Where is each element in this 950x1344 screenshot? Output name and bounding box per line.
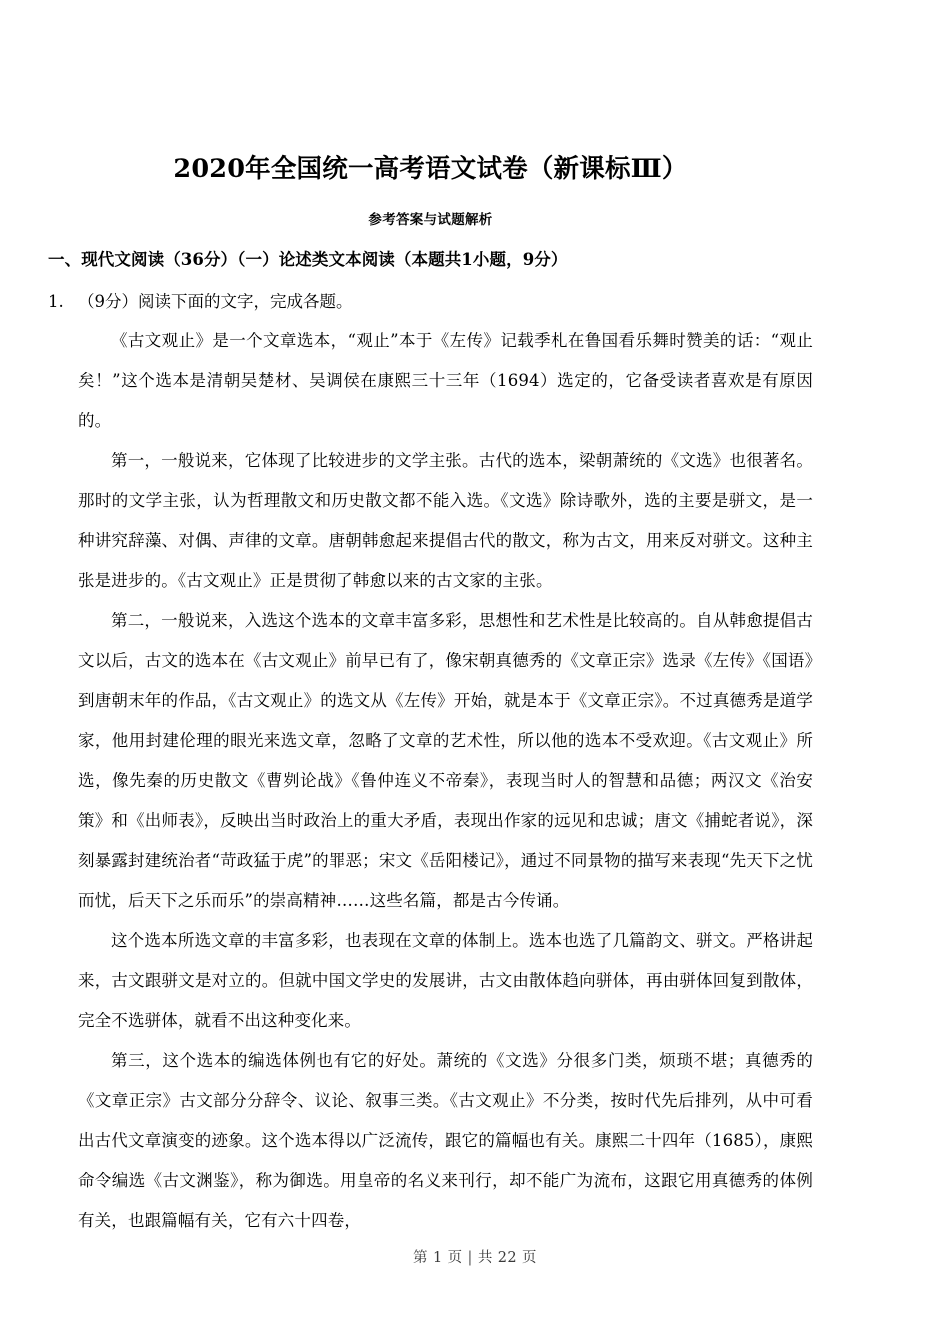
document-subtitle: 参考答案与试题解析 xyxy=(368,212,493,229)
passage-paragraph: 这个选本所选文章的丰富多彩，也表现在文章的体制上。选本也选了几篇韵文、骈文。严格讲起来，古文跟骈文是对立的。但就中国文学史的发展讲，古文由散体趋向骈体，再由骈体回复到散体，完全不选骈体，就看不出这种变化来。 xyxy=(78,930,813,1030)
passage-body xyxy=(48,315,813,1241)
footer-total-unit: 页 xyxy=(522,1250,537,1266)
question-1 xyxy=(48,273,813,315)
passage-paragraph: 《古文观止》是一个文章选本，“观止”本于《左传》记载季札在鲁国看乐舞时赞美的话：“观止矣！”这个选本是清朝吴楚材、吴调侯在康熙三十三年（1694）选定的，它备受读者喜欢是有原因的。 xyxy=(78,330,813,430)
footer-current-label: 第 xyxy=(413,1250,428,1266)
passage-paragraph: 第二，一般说来，入选这个选本的文章丰富多彩，思想性和艺术性是比较高的。自从韩愈提倡古文以后，古文的选本在《古文观止》前早已有了，像宋朝真德秀的《文章正宗》选录《左传》《国语》到唐朝末年的作品，《古文观止》的选文从《左传》开始，就是本于《文章正宗》。不过真德秀是道学家，他用封建伦理的眼光来选文章，忽略了文章的艺术性，所以他的选本不受欢迎。《古文观止》所选，像先秦的历史散文《曹刿论战》《鲁仲连义不帝秦》，表现当时人的智慧和品德；两汉文《治安策》和《出师表》，反映出当时政治上的重大矛盾，表现出作家的远见和忠诚；唐文《捕蛇者说》，深刻暴露封建统治者“苛政猛于虎”的罪恶；宋文《岳阳楼记》，通过不同景物的描写来表现“先天下之忧而忧，后天下之乐而乐”的崇高精神……这些名篇，都是古今传诵。 xyxy=(78,610,813,910)
section-heading: 一、现代文阅读（36分）（一）论述类文本阅读（本题共1小题，9分） xyxy=(48,250,568,270)
passage-paragraph: 第三，这个选本的编选体例也有它的好处。萧统的《文选》分很多门类，烦琐不堪；真德秀的《文章正宗》古文部分分辞令、议论、叙事三类。《古文观止》不分类，按时代先后排列，从中可看出古代文章演变的迹象。这个选本得以广泛流传，跟它的篇幅也有关。康熙二十四年（1685），康熙命令编选《古文渊鉴》，称为御选。用皇帝的名义来刊行，却不能广为流布，这跟它用真德秀的体例有关，也跟篇幅有关，它有六十四卷， xyxy=(78,1050,813,1230)
footer-total-pages: 22 xyxy=(497,1250,518,1266)
footer-total-label: 共 xyxy=(477,1250,493,1266)
question-number: 1. xyxy=(48,292,64,312)
footer-current-page: 1 xyxy=(432,1250,443,1266)
passage-paragraph: 第一，一般说来，它体现了比较进步的文学主张。古代的选本，梁朝萧统的《文选》也很著名。那时的文学主张，认为哲理散文和历史散文都不能入选。《文选》除诗歌外，选的主要是骈文，是一种讲究辞藻、对偶、声律的文章。唐朝韩愈起来提倡古代的散文，称为古文，用来反对骈文。这种主张是进步的。《古文观止》正是贯彻了韩愈以来的古文家的主张。 xyxy=(78,450,813,590)
page-content xyxy=(48,0,813,1241)
question-prompt: （9分）阅读下面的文字，完成各题。 xyxy=(78,292,353,312)
page-footer xyxy=(0,1246,950,1267)
footer-separator: | xyxy=(467,1250,473,1266)
page-title: 2020年全国统一高考语文试卷（新课标Ⅲ） xyxy=(173,154,688,184)
footer-current-unit: 页 xyxy=(447,1250,463,1266)
